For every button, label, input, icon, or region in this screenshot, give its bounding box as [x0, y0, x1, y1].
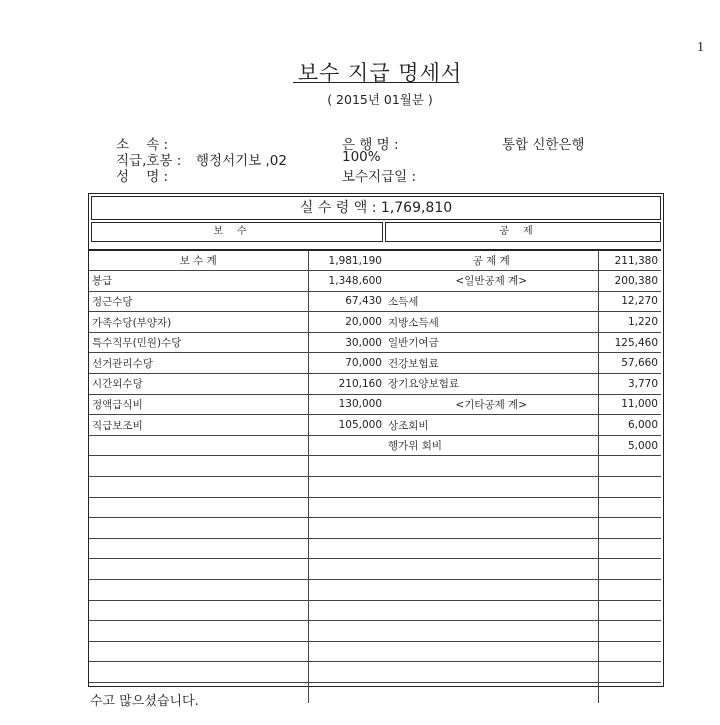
pay-item-label	[89, 600, 308, 621]
deduction-row	[385, 518, 661, 539]
pay-row	[89, 271, 385, 292]
pay-row	[89, 518, 385, 539]
pay-row	[89, 415, 385, 436]
deduction-item-amount	[598, 559, 661, 580]
deduction-row	[385, 600, 661, 621]
deduction-item-label: 공 제 계	[385, 250, 598, 271]
deduction-item-label: 일반기여금	[385, 332, 598, 353]
deduction-row	[385, 641, 661, 662]
pay-column-header: 보수	[91, 222, 383, 242]
pay-row	[89, 477, 385, 498]
pay-row	[89, 662, 385, 683]
deduction-item-amount	[598, 518, 661, 539]
pay-item-label: 직급보조비	[89, 415, 308, 436]
deduction-item-label	[385, 538, 598, 559]
pay-item-label: 정액급식비	[89, 394, 308, 415]
deduction-row	[385, 435, 661, 456]
deduction-row	[385, 580, 661, 601]
deduction-item-amount: 200,380	[598, 271, 661, 292]
pay-item-amount	[308, 435, 385, 456]
pay-row	[89, 250, 385, 271]
pay-row	[89, 353, 385, 374]
deduction-item-amount	[598, 600, 661, 621]
name-label: 성 명 :	[116, 169, 169, 185]
pay-items-table	[89, 249, 385, 703]
pay-item-amount: 20,000	[308, 312, 385, 333]
deduction-item-amount	[598, 662, 661, 683]
pay-item-amount	[308, 477, 385, 498]
pay-item-amount: 67,430	[308, 291, 385, 312]
pay-item-amount	[308, 641, 385, 662]
pay-row	[89, 641, 385, 662]
deduction-row	[385, 291, 661, 312]
pay-item-label	[89, 518, 308, 539]
net-pay-label: 실 수 령 액 :	[299, 200, 377, 216]
deduction-item-label	[385, 621, 598, 642]
deduction-row	[385, 332, 661, 353]
pay-statement-table	[88, 193, 664, 687]
title-underline	[293, 82, 459, 83]
deduction-row	[385, 477, 661, 498]
page-number: 1	[697, 40, 704, 55]
deduction-row	[385, 415, 661, 436]
pay-item-label: 봉급	[89, 271, 308, 292]
pay-item-amount: 1,348,600	[308, 271, 385, 292]
pay-item-label	[89, 641, 308, 662]
pay-item-label	[89, 456, 308, 477]
pay-item-amount: 105,000	[308, 415, 385, 436]
grade-label: 직급,호봉 :	[116, 153, 182, 169]
pay-row	[89, 374, 385, 395]
pay-item-label	[89, 477, 308, 498]
pay-row	[89, 312, 385, 333]
deduction-items-table	[385, 249, 661, 703]
deduction-item-label: 행가위 회비	[385, 435, 598, 456]
pay-row	[89, 600, 385, 621]
net-pay-value: 1,769,810	[380, 200, 453, 216]
deduction-item-amount: 6,000	[598, 415, 661, 436]
pay-row	[89, 435, 385, 456]
deduction-item-amount	[598, 497, 661, 518]
pay-row	[89, 291, 385, 312]
pay-item-label: 정근수당	[89, 291, 308, 312]
deduction-item-label	[385, 559, 598, 580]
deduction-item-label	[385, 497, 598, 518]
deduction-item-amount	[598, 477, 661, 498]
dept-label: 소 속 :	[116, 137, 169, 153]
pay-item-amount	[308, 580, 385, 601]
deduction-item-label: 건강보험료	[385, 353, 598, 374]
pay-item-amount: 210,160	[308, 374, 385, 395]
deduction-item-amount	[598, 580, 661, 601]
deduction-item-amount	[598, 621, 661, 642]
pay-item-amount: 30,000	[308, 332, 385, 353]
deduction-row	[385, 497, 661, 518]
deduction-row	[385, 662, 661, 683]
pay-item-label	[89, 621, 308, 642]
deduction-item-amount: 5,000	[598, 435, 661, 456]
deduction-row	[385, 312, 661, 333]
bank-label: 은 행 명 :	[342, 137, 399, 153]
deduction-row	[385, 394, 661, 415]
bank-value: 통합 신한은행	[502, 137, 585, 153]
pay-item-amount	[308, 600, 385, 621]
deduction-item-label: <기타공제 계>	[385, 394, 598, 415]
pay-item-amount	[308, 682, 385, 703]
pay-item-amount	[308, 518, 385, 539]
pay-row	[89, 497, 385, 518]
deduction-item-label	[385, 518, 598, 539]
pay-date-label: 보수지급일 :	[342, 169, 417, 185]
pay-row	[89, 394, 385, 415]
pay-item-amount	[308, 538, 385, 559]
pay-rate-value: 100%	[342, 149, 381, 165]
pay-item-label	[89, 538, 308, 559]
deduction-item-amount: 3,770	[598, 374, 661, 395]
deduction-item-amount: 211,380	[598, 250, 661, 271]
pay-row	[89, 538, 385, 559]
pay-item-amount	[308, 456, 385, 477]
deduction-item-amount: 125,460	[598, 332, 661, 353]
deduction-item-label	[385, 580, 598, 601]
deduction-item-amount	[598, 538, 661, 559]
deduction-row	[385, 538, 661, 559]
pay-item-label	[89, 580, 308, 601]
pay-item-label: 보 수 계	[89, 250, 308, 271]
pay-item-amount: 1,981,190	[308, 250, 385, 271]
pay-row	[89, 456, 385, 477]
deduction-item-amount	[598, 456, 661, 477]
deduction-item-label	[385, 662, 598, 683]
pay-item-label	[89, 435, 308, 456]
deduction-item-amount: 57,660	[598, 353, 661, 374]
deduction-item-label	[385, 477, 598, 498]
deduction-item-label: 지방소득세	[385, 312, 598, 333]
pay-item-amount	[308, 559, 385, 580]
pay-row	[89, 580, 385, 601]
deduction-item-label	[385, 682, 598, 703]
pay-item-amount: 70,000	[308, 353, 385, 374]
pay-item-amount	[308, 497, 385, 518]
deduction-row	[385, 621, 661, 642]
deduction-item-amount: 1,220	[598, 312, 661, 333]
pay-item-label: 선거관리수당	[89, 353, 308, 374]
deduction-row	[385, 250, 661, 271]
deduction-item-amount: 11,000	[598, 394, 661, 415]
net-pay-row	[91, 196, 661, 220]
closing-message: 수고 많으셨습니다.	[90, 694, 199, 709]
deduction-row	[385, 271, 661, 292]
deduction-item-label: 상조회비	[385, 415, 598, 436]
deduction-item-amount	[598, 682, 661, 703]
pay-item-label: 시간외수당	[89, 374, 308, 395]
pay-row	[89, 332, 385, 353]
pay-row	[89, 559, 385, 580]
pay-item-label	[89, 559, 308, 580]
pay-item-amount: 130,000	[308, 394, 385, 415]
deduction-row	[385, 682, 661, 703]
document-title: 보수 지급 명세서	[297, 61, 463, 85]
deduction-row	[385, 374, 661, 395]
deduction-item-label	[385, 641, 598, 662]
pay-item-label	[89, 497, 308, 518]
deduction-row	[385, 456, 661, 477]
deduction-column-header: 공제	[385, 222, 661, 242]
deduction-row	[385, 353, 661, 374]
grade-value: 행정서기보 ,02	[196, 153, 287, 169]
pay-item-amount	[308, 621, 385, 642]
deduction-item-amount: 12,270	[598, 291, 661, 312]
pay-row	[89, 621, 385, 642]
deduction-item-label: 소득세	[385, 291, 598, 312]
deduction-item-label	[385, 456, 598, 477]
pay-item-label	[89, 662, 308, 683]
pay-item-amount	[308, 662, 385, 683]
deduction-item-amount	[598, 641, 661, 662]
deduction-item-label: <일반공제 계>	[385, 271, 598, 292]
document-period: ( 2015년 01월분 )	[327, 92, 433, 107]
deduction-item-label	[385, 600, 598, 621]
deduction-item-label: 장기요양보험료	[385, 374, 598, 395]
pay-item-label: 특수직무(민원)수당	[89, 332, 308, 353]
deduction-row	[385, 559, 661, 580]
pay-item-label: 가족수당(부양자)	[89, 312, 308, 333]
